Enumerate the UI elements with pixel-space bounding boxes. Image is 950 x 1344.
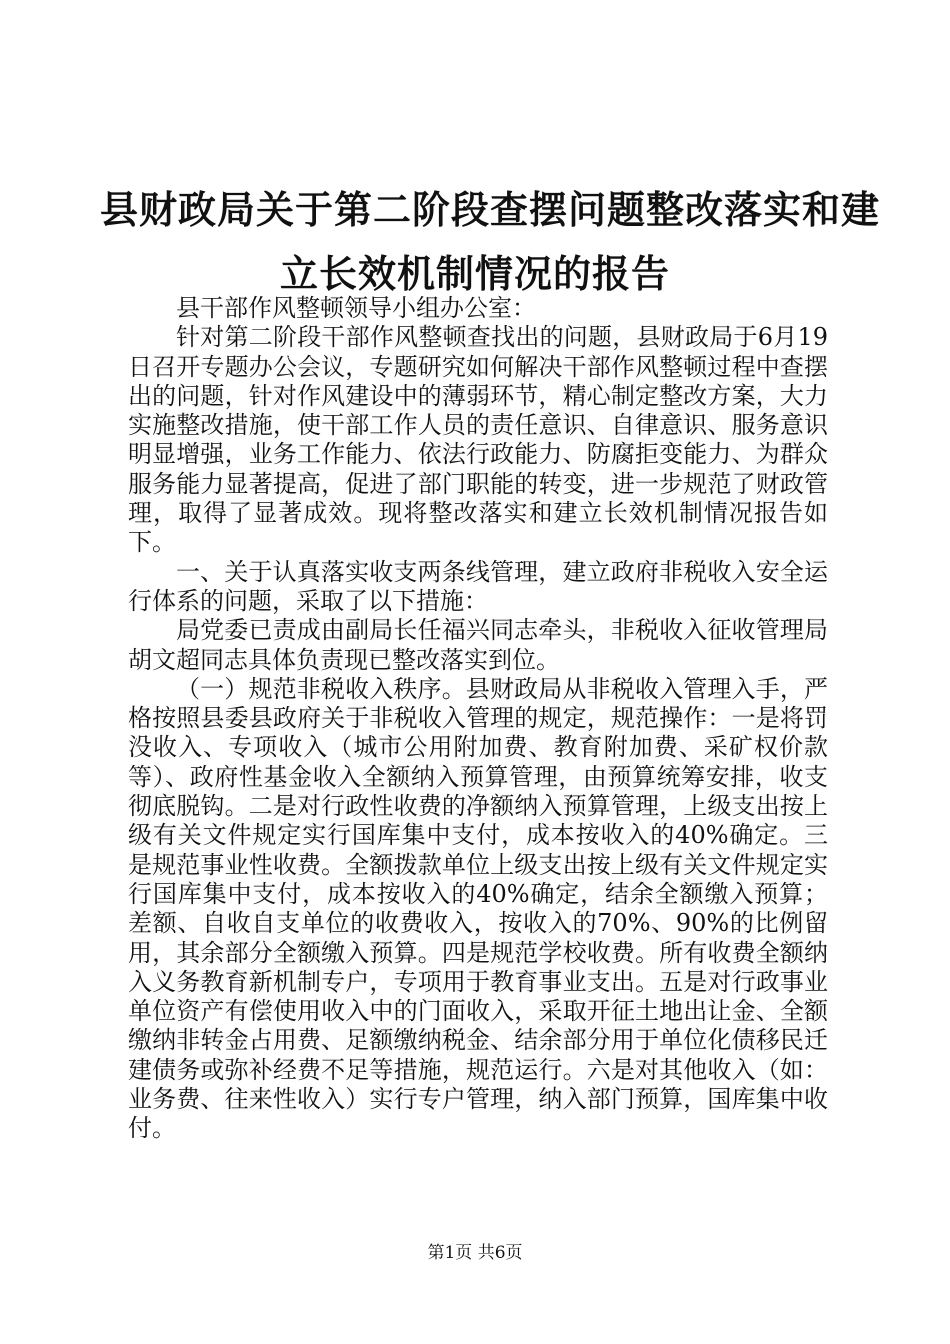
salutation-paragraph: 县干部作风整顿领导小组办公室： <box>176 294 536 322</box>
responsibility-paragraph: 局党委已责成由副局长任福兴同志牵头，非税收入征收管理局胡文超同志具体负责现已整改落实到位。 <box>128 616 828 674</box>
title-line-2: 立长效机制情况的报告 <box>279 252 670 296</box>
non-tax-revenue-paragraph: （一）规范非税收入秩序。县财政局从非税收入管理入手，严格按照县委县政府关于非税收入管理的规定，规范操作：一是将罚没收入、专项收入（城市公用附加费、教育附加费、采矿权价款等）、政府性基金收入全额纳入预算管理，由预算统筹安排，收支彻底脱钩。二是对行政性收费的净额纳入预算管理，上级支出按上级有关文件规定实行国库集中支付，成本按收入的40%确定。三是规范事业性收费。全额拨款单位上级支出按上级有关文件规定实行国库集中支付，成本按收入的40%确定，结余全额缴入预算；差额、自收自支单位的收费收入，按收入的70%、90%的比例留用，其余部分全额缴入预算。四是规范学校收费。所有收费全额纳入义务教育新机制专户，专项用于教育事业支出。五是对行政事业单位资产有偿使用收入中的门面收入，采取开征土地出让金、全额缴纳非转金占用费、足额缴纳税金、结余部分用于单位化债移民迁建债务或弥补经费不足等措施，规范运行。六是对其他收入（如：业务费、往来性收入）实行专户管理，纳入部门预算，国库集中收付。 <box>128 674 828 1143</box>
intro-paragraph: 针对第二阶段干部作风整顿查找出的问题，县财政局于6月19日召开专题办公会议，专题研究如何解决干部作风整顿过程中查摆出的问题，针对作风建设中的薄弱环节，精心制定整改方案，大力实施整改措施，使干部工作人员的责任意识、自律意识、服务意识明显增强，业务工作能力、依法行政能力、防腐拒变能力、为群众服务能力显著提高，促进了部门职能的转变，进一步规范了财政管理，取得了显著成效。现将整改落实和建立长效机制情况报告如下。 <box>128 323 828 557</box>
section-one-heading-paragraph: 一、关于认真落实收支两条线管理，建立政府非税收入安全运行体系的问题，采取了以下措施： <box>128 557 828 615</box>
document-body <box>128 294 828 1144</box>
title-line-1: 县财政局关于第二阶段查摆问题整改落实和建 <box>100 188 881 232</box>
document-title <box>100 178 881 306</box>
page-number-footer: 第1页 共6页 <box>427 1243 523 1263</box>
